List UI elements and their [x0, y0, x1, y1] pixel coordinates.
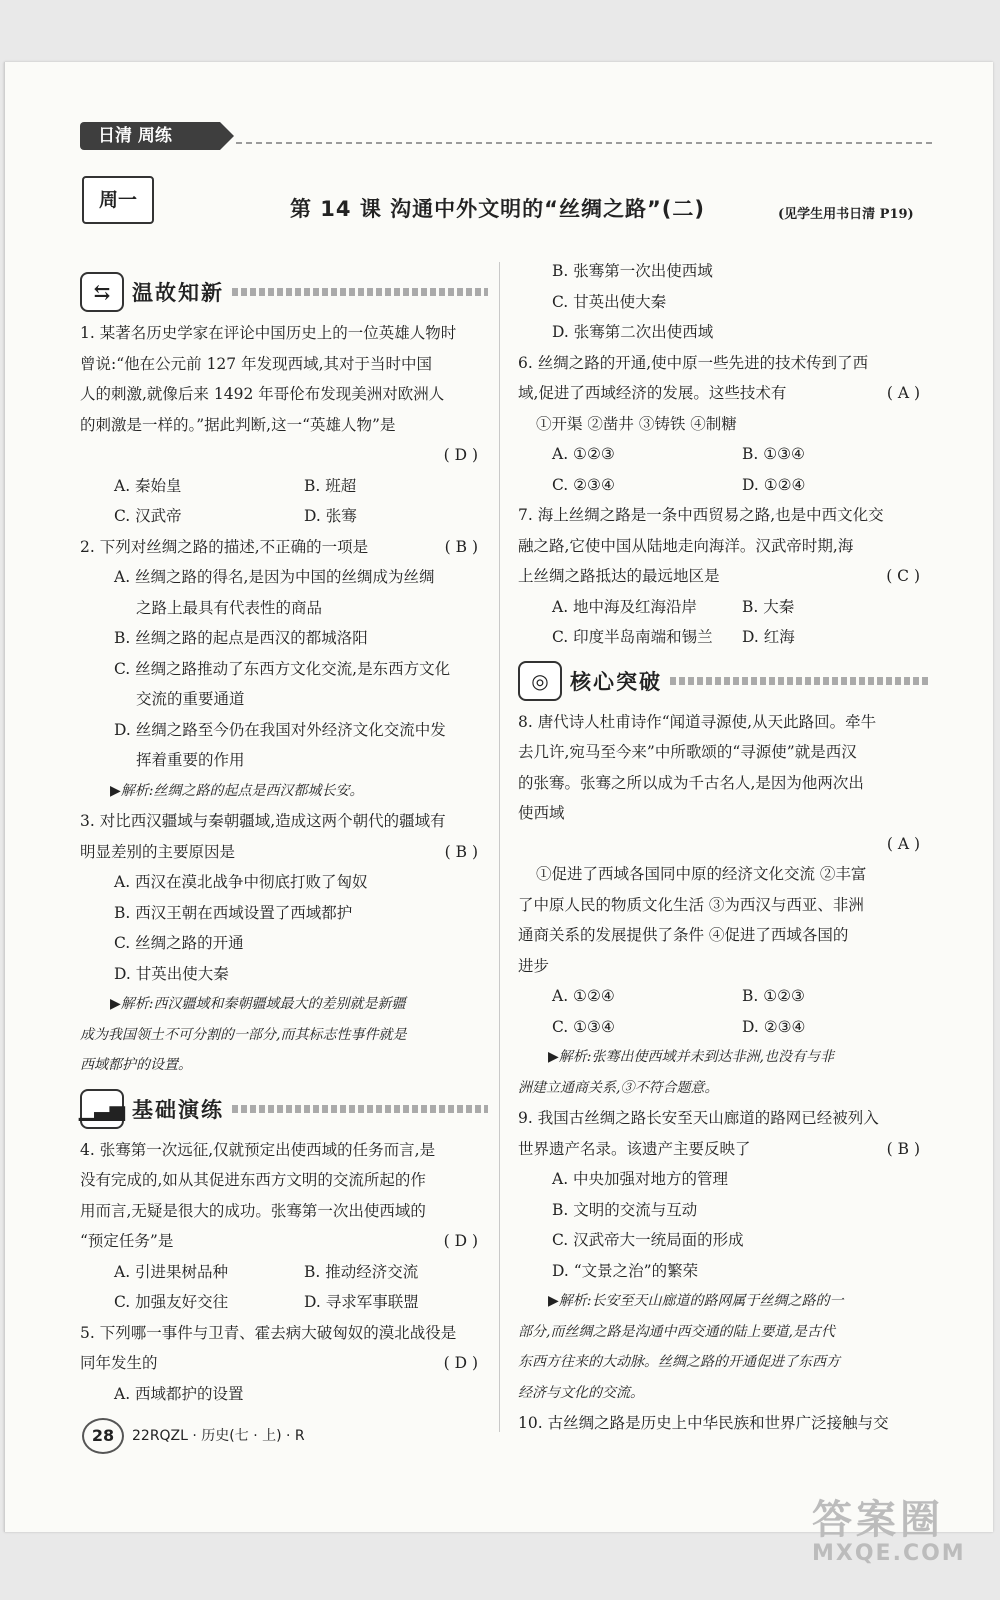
option: C. 汉武帝大一统局面的形成 — [552, 1231, 744, 1249]
question-stem: 曾说:“他在公元前 127 年发现西域,其对于当时中国 — [80, 354, 433, 373]
question-stem: 去几许,宛马至今来”中所歌颂的“寻源使”就是西汉 — [518, 743, 857, 761]
question-stem: 9. 我国古丝绸之路长安至天山廊道的路网已经被列入 — [518, 1109, 879, 1127]
question-stem: 使西域 — [518, 804, 565, 822]
option: B. 丝绸之路的起点是西汉的都城洛阳 — [114, 629, 368, 647]
option: A. 中央加强对地方的管理 — [552, 1170, 729, 1188]
page-number: 28 — [82, 1418, 124, 1454]
choice-items: ①促进了西域各国同中原的经济文化交流 ②丰富 — [536, 865, 867, 883]
analysis-text: 洲建立通商关系,③不符合题意。 — [518, 1079, 719, 1096]
option: C. 加强友好交往 — [114, 1293, 229, 1311]
answer-mark: ( D ) — [443, 446, 478, 464]
option: A. 西汉在漠北战争中彻底打败了匈奴 — [114, 873, 368, 891]
question-stem: 4. 张骞第一次远征,仅就预定出使西域的任务而言,是 — [80, 1140, 436, 1159]
choice-items: 了中原人民的物质文化生活 ③为西汉与西亚、非洲 — [518, 895, 864, 914]
answer-mark: ( D ) — [443, 1232, 478, 1250]
option: A. ①②④ — [552, 987, 615, 1005]
question-stem: 10. 古丝绸之路是历史上中华民族和世界广泛接触与交 — [518, 1414, 889, 1432]
question-stem: 用而言,无疑是很大的成功。张骞第一次出使西域的 — [80, 1201, 426, 1220]
answer-mark: ( B ) — [886, 1139, 920, 1158]
question-stem: 8. 唐代诗人杜甫诗作“闻道寻源使,从天此路回。牵牛 — [518, 712, 877, 731]
book-code: 22RQZL · 历史(七 · 上) · R — [132, 1428, 305, 1444]
option: C. 丝绸之路推动了东西方文化交流,是东西方文化 — [114, 659, 451, 678]
target-icon: ◎ — [518, 661, 562, 701]
question-stem: 上丝绸之路抵达的最远地区是 — [518, 567, 720, 585]
question-stem: 5. 下列哪一事件与卫青、霍去病大破匈奴的漠北战役是 — [80, 1323, 457, 1342]
question-stem: 的张骞。张骞之所以成为千古名人,是因为他两次出 — [518, 773, 864, 792]
option: A. ①②③ — [552, 445, 615, 463]
option: B. 文明的交流与互动 — [552, 1200, 698, 1219]
option: C. 印度半岛南端和锡兰 — [552, 628, 713, 646]
option: A. 丝绸之路的得名,是因为中国的丝绸成为丝绸 — [114, 568, 435, 586]
option: A. 西域都护的设置 — [114, 1384, 244, 1403]
choice-items: 进步 — [518, 956, 550, 975]
option: D. 红海 — [742, 628, 795, 646]
question-6 — [518, 348, 930, 501]
analysis-text: 东西方往来的大动脉。丝绸之路的开通促进了东西方 — [518, 1354, 840, 1370]
option: B. 大秦 — [742, 597, 795, 616]
analysis-text: 经济与文化的交流。 — [518, 1384, 644, 1401]
answer-mark: ( B ) — [444, 537, 478, 556]
option-cont: 交流的重要通道 — [136, 690, 245, 708]
question-stem: 的刺激是一样的。”据此判断,这一“英雄人物”是 — [80, 415, 396, 434]
option: A. 秦始皇 — [114, 476, 182, 495]
option: D. 寻求军事联盟 — [304, 1293, 419, 1311]
question-stem: 1. 某著名历史学家在评论中国历史上的一位英雄人物时 — [80, 324, 457, 342]
question-5 — [80, 1318, 488, 1410]
analysis-text: 成为我国领土不可分割的一部分,而其标志性事件就是 — [80, 1026, 407, 1043]
option: C. 甘英出使大秦 — [552, 292, 667, 311]
question-stem: 域,促进了西域经济的发展。这些技术有 — [518, 384, 787, 402]
option: D. 张骞 — [304, 507, 357, 525]
question-stem: 7. 海上丝绸之路是一条中西贸易之路,也是中西文化交 — [518, 506, 884, 524]
choice-items: 通商关系的发展提供了条件 ④促进了西域各国的 — [518, 926, 849, 944]
question-4 — [80, 1135, 488, 1318]
student-book-reference: (见学生用书日清 P19) — [778, 207, 914, 222]
section-review-header — [80, 270, 488, 314]
question-stem: 融之路,它使中国从陆地走向海洋。汉武帝时期,海 — [518, 536, 854, 555]
option-cont: 之路上最具有代表性的商品 — [136, 598, 323, 617]
question-1 — [80, 318, 488, 532]
double-arrow-icon: ⇆ — [80, 272, 124, 312]
question-9: 9. 我国古丝绸之路长安至天山廊道的路网已经被列入 世界遗产名录。该遗产主要反映了 ( B ) A. 中央加强对地方的管理 B. 文明的交流与互动 C. 汉武帝大一统局面的形成 D. “文景之治”的繁荣 ▶解析:长安至天山廊道的路网属于丝绸之路的一 部分,而丝绸之路是沟通中西交通的陆上要道,是古代 东西方往来的大动脉。丝绸之路的开通促进了东西方 经济与文化的交流。 — [518, 1103, 930, 1408]
option: B. 班超 — [304, 476, 357, 495]
section-bar — [232, 1105, 488, 1113]
analysis-text: 解析:西汉疆域和秦朝疆域最大的差别就是新疆 — [120, 996, 406, 1012]
week-day-badge: 周一 — [82, 176, 154, 224]
option: B. ①②③ — [742, 987, 805, 1005]
column-divider — [499, 262, 500, 1432]
question-stem: 世界遗产名录。该遗产主要反映了 — [518, 1139, 751, 1158]
option: C. 丝绸之路的开通 — [114, 934, 244, 952]
question-stem: 没有完成的,如从其促进东西方文明的交流所起的作 — [80, 1171, 426, 1189]
option: B. ①③④ — [742, 445, 805, 463]
lesson-title: 第 14 课 沟通中外文明的“丝绸之路”(二) — [290, 197, 705, 221]
question-stem: 同年发生的 — [80, 1354, 158, 1372]
section-core-header — [518, 659, 930, 703]
section-bar — [232, 288, 488, 296]
option: B. 西汉王朝在西域设置了西域都护 — [114, 903, 353, 922]
question-stem: “预定任务”是 — [80, 1232, 174, 1250]
question-stem: 2. 下列对丝绸之路的描述,不正确的一项是 — [80, 537, 369, 556]
option: D. 张骞第二次出使西域 — [552, 323, 714, 341]
option: A. 引进果树品种 — [114, 1262, 229, 1281]
question-8: 8. 唐代诗人杜甫诗作“闻道寻源使,从天此路回。牵牛 去几许,宛马至今来”中所歌颂的“寻源使”就是西汉 的张骞。张骞之所以成为千古名人,是因为他两次出 使西域 ( A ) ①促进了西域各国同中原的经济文化交流 ②丰富 了中原人民的物质文化生活 ③为西汉与西亚、非洲 通商关系的发展提供了条件 ④促进了西域各国的 进步 A. ①②④ B. ①②③ C. ①③④ D. ②③④ ▶解析:张骞出使西域并未到达非洲,也没有与非 洲建立通商关系,③不符合题意。 — [518, 707, 930, 1104]
question-10 — [518, 1408, 930, 1439]
left-column — [80, 264, 488, 1409]
option: D. 甘英出使大秦 — [114, 964, 229, 983]
analysis-text: 部分,而丝绸之路是沟通中西交通的陆上要道,是古代 — [518, 1323, 835, 1340]
watermark-url: MXQE.COM — [812, 1541, 966, 1566]
option: D. ②③④ — [742, 1017, 806, 1036]
section-title: 基础演练 — [132, 1097, 224, 1122]
analysis-text: 解析:丝绸之路的起点是西汉都城长安。 — [120, 782, 364, 799]
answer-mark: ( D ) — [443, 1354, 478, 1372]
option: D. 丝绸之路至今仍在我国对外经济文化交流中发 — [114, 720, 446, 739]
right-column — [518, 256, 930, 1439]
choice-items: ①开渠 ②凿井 ③铸铁 ④制糖 — [536, 414, 737, 433]
watermark-logo: 答案圈 — [812, 1497, 944, 1543]
question-stem: 6. 丝绸之路的开通,使中原一些先进的技术传到了西 — [518, 353, 869, 372]
question-7 — [518, 500, 930, 653]
analysis-text: 西域都护的设置。 — [80, 1057, 192, 1073]
question-5-continued — [518, 256, 930, 348]
analysis-text: 解析:张骞出使西域并未到达非洲,也没有与非 — [558, 1049, 834, 1065]
bar-chart-icon: ▁▃▅ — [80, 1089, 124, 1129]
banner-divider — [236, 142, 932, 144]
option: D. “文景之治”的繁荣 — [552, 1261, 699, 1280]
answer-mark: ( C ) — [886, 567, 920, 585]
question-3: 3. 对比西汉疆域与秦朝疆域,造成这两个朝代的疆域有 明显差别的主要原因是 ( B ) A. 西汉在漠北战争中彻底打败了匈奴 B. 西汉王朝在西域设置了西域都护 C. 丝绸之路的开通 D. 甘英出使大秦 ▶解析:西汉疆域和秦朝疆域最大的差别就是新疆 成为我国领土不可分割的一部分,而其标志性事件就是 西域都护的设置。 — [80, 806, 488, 1081]
question-2: 2. 下列对丝绸之路的描述,不正确的一项是 ( B ) A. 丝绸之路的得名,是因为中国的丝绸成为丝绸 之路上最具有代表性的商品 B. 丝绸之路的起点是西汉的都城洛阳 C. 丝绸之路推动了东西方文化交流,是东西方文化 交流的重要通道 D. 丝绸之路至今仍在我国对外经济文化交流中发 挥着重要的作用 ▶解析:丝绸之路的起点是西汉都城长安。 — [80, 532, 488, 807]
answer-mark: ( B ) — [444, 842, 478, 861]
option: C. 汉武帝 — [114, 507, 182, 525]
option: B. 推动经济交流 — [304, 1262, 419, 1281]
site-watermark — [812, 1488, 966, 1566]
option: B. 张骞第一次出使西域 — [552, 262, 713, 280]
option: D. ①②④ — [742, 475, 806, 494]
option: C. ②③④ — [552, 475, 615, 494]
option-cont: 挥着重要的作用 — [136, 751, 245, 769]
section-title: 温故知新 — [132, 281, 224, 305]
section-bar — [670, 677, 930, 685]
question-stem: 3. 对比西汉疆域与秦朝疆域,造成这两个朝代的疆域有 — [80, 812, 446, 830]
section-basic-header — [80, 1087, 488, 1131]
question-stem: 人的刺激,就像后来 1492 年哥伦布发现美洲对欧洲人 — [80, 385, 445, 403]
analysis-text: 解析:长安至天山廊道的路网属于丝绸之路的一 — [558, 1293, 844, 1309]
daily-weekly-banner: 日清 周练 — [80, 122, 220, 150]
section-title: 核心突破 — [570, 669, 662, 694]
answer-mark: ( A ) — [886, 834, 920, 853]
option: C. ①③④ — [552, 1017, 615, 1036]
question-stem: 明显差别的主要原因是 — [80, 842, 236, 861]
answer-mark: ( A ) — [886, 384, 920, 402]
option: A. 地中海及红海沿岸 — [552, 597, 698, 616]
